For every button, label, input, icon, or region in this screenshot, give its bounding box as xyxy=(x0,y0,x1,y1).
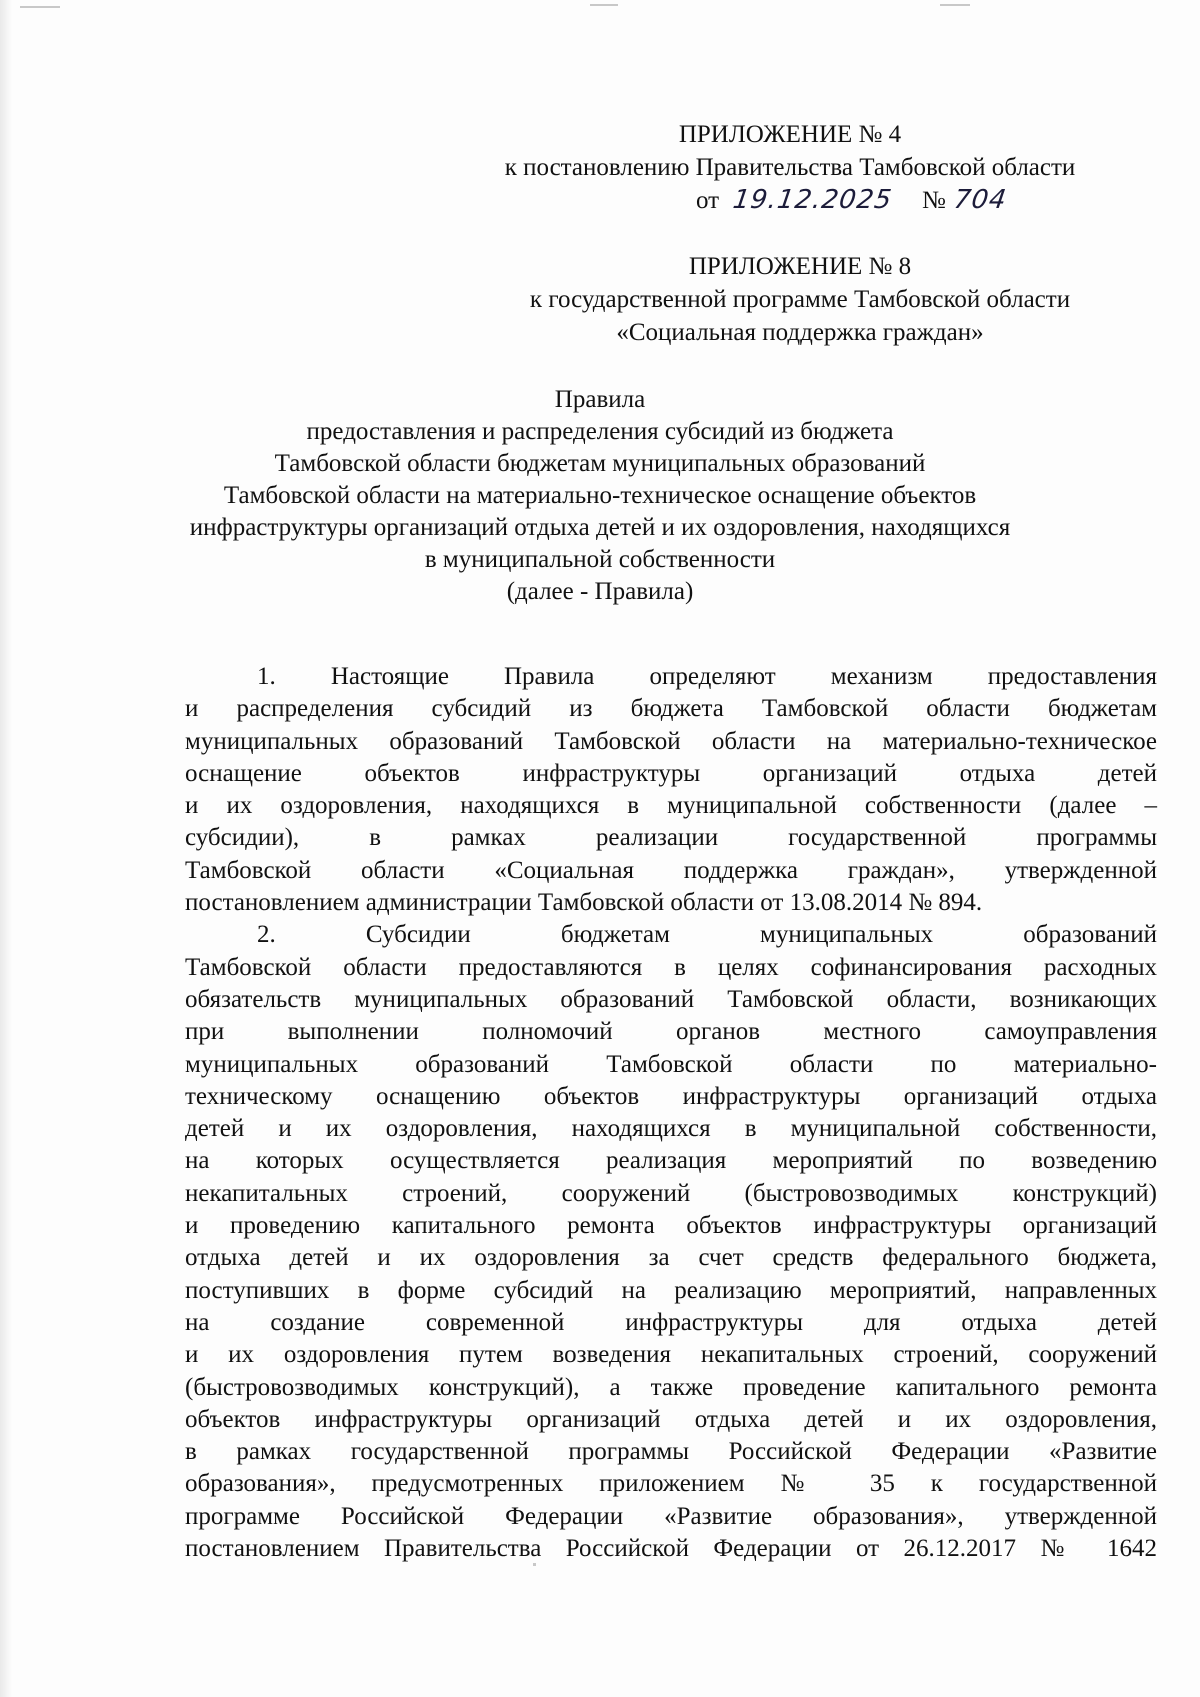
paragraph-line: постановлением администрации Тамбовской области от 13.08.2014 № 894. xyxy=(185,889,983,917)
rules-title-line: Тамбовской области на материально-техническое оснащение объектов xyxy=(223,482,977,509)
program-header xyxy=(520,250,1080,349)
paragraph-line: на создание современной инфраструктуры для отдыха детей xyxy=(185,1308,1157,1336)
appendix-subtitle: к постановлению Правительства Тамбовской области xyxy=(504,154,1076,181)
appendix-date-number-row xyxy=(460,184,1120,217)
program-appendix-title: ПРИЛОЖЕНИЕ № 8 xyxy=(688,253,912,280)
paragraph-line: субсидии), в рамках реализации государственной программы xyxy=(185,824,1157,852)
date-prefix: от xyxy=(696,187,720,214)
paragraph-line: и распределения субсидий из бюджета Тамбовской области бюджетам xyxy=(185,695,1157,723)
rules-title-line: Тамбовской области бюджетам муниципальных образований xyxy=(274,450,926,477)
paragraph-line: и проведению капитального ремонта объектов инфраструктуры организаций xyxy=(185,1212,1157,1240)
paragraph-line: отдыха детей и их оздоровления за счет средств федерального бюджета, xyxy=(185,1244,1157,1272)
paragraph-line: постановлением Правительства Российской Федерации от 26.12.2017 № 1642 xyxy=(185,1535,1157,1563)
body-text xyxy=(185,661,1157,1565)
rules-title-line: инфраструктуры организаций отдыха детей и их оздоровления, находящихся xyxy=(189,514,1011,541)
number-prefix: № xyxy=(921,187,946,214)
paragraph-line: на которых осуществляется реализация мероприятий по возведению xyxy=(185,1147,1157,1175)
appendix-title: ПРИЛОЖЕНИЕ № 4 xyxy=(678,121,902,148)
paragraph-line: техническому оснащению объектов инфраструктуры организаций отдыха xyxy=(185,1082,1157,1110)
scan-speck xyxy=(590,4,618,6)
rules-title-line: предоставления и распределения субсидий из бюджета xyxy=(306,418,894,445)
paragraph-line: программе Российской Федерации «Развитие образования», утвержденной xyxy=(185,1502,1157,1530)
paragraph-line: 2. Субсидии бюджетам муниципальных образований xyxy=(257,921,1157,949)
paragraph-line: и их оздоровления путем возведения некапитальных строений, сооружений xyxy=(185,1341,1157,1369)
paragraph-line: детей и их оздоровления, находящихся в муниципальной собственности, xyxy=(185,1115,1157,1143)
rules-title-line: Правила xyxy=(554,386,646,413)
paragraph-line: поступивших в форме субсидий на реализацию мероприятий, направленных xyxy=(185,1276,1157,1304)
program-name: «Социальная поддержка граждан» xyxy=(616,319,984,346)
scan-speck xyxy=(533,1563,536,1566)
handwritten-number: 704 xyxy=(951,185,1009,215)
paragraph-line: при выполнении полномочий органов местного самоуправления xyxy=(185,1018,1157,1046)
rules-title xyxy=(120,384,1080,608)
paragraph-line: образования», предусмотренных приложением № 35 к государственной xyxy=(185,1470,1157,1498)
paragraph-line: Тамбовской области предоставляются в целях софинансирования расходных xyxy=(185,953,1157,981)
paragraph-line: муниципальных образований Тамбовской области по материально- xyxy=(185,1050,1157,1078)
paragraph-line: Тамбовской области «Социальная поддержка граждан», утвержденной xyxy=(185,856,1157,884)
paragraph-line: объектов инфраструктуры организаций отдыха детей и их оздоровления, xyxy=(185,1405,1157,1433)
paragraph-line: обязательств муниципальных образований Тамбовской области, возникающих xyxy=(185,985,1157,1013)
rules-title-line: в муниципальной собственности xyxy=(424,546,776,573)
paragraph-line: и их оздоровления, находящихся в муниципальной собственности (далее – xyxy=(185,792,1157,820)
program-appendix-subtitle: к государственной программе Тамбовской области xyxy=(529,286,1071,313)
paragraph-line: 1. Настоящие Правила определяют механизм предоставления xyxy=(257,663,1157,690)
paragraph-line: некапитальных строений, сооружений (быстровозводимых конструкций) xyxy=(185,1179,1157,1207)
scan-speck xyxy=(20,6,60,8)
handwritten-date: 19.12.2025 xyxy=(731,185,895,215)
paragraph-line: оснащение объектов инфраструктуры организаций отдыха детей xyxy=(185,759,1157,787)
scan-speck xyxy=(940,4,970,6)
paragraph-line: муниципальных образований Тамбовской области на материально-техническое xyxy=(185,727,1157,755)
paragraph-line: в рамках государственной программы Российской Федерации «Развитие xyxy=(185,1438,1157,1466)
paragraph-line: (быстровозводимых конструкций), а также проведение капитального ремонта xyxy=(185,1373,1157,1401)
scan-edge-shadow xyxy=(0,0,12,1697)
rules-title-line: (далее - Правила) xyxy=(506,578,694,605)
appendix-header xyxy=(460,118,1120,217)
